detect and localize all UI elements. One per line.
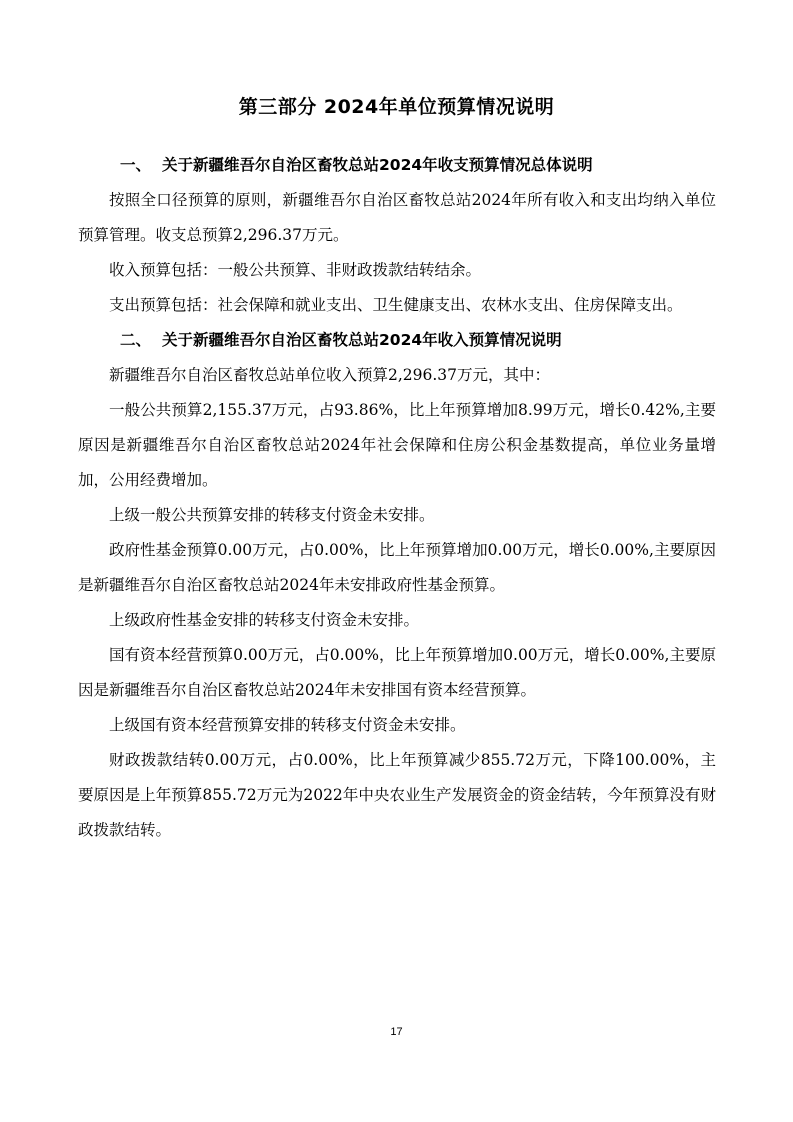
paragraph: 上级政府性基金安排的转移支付资金未安排。 <box>109 611 420 629</box>
section-heading-text: 关于新疆维吾尔自治区畜牧总站2024年收入预算情况说明 <box>162 331 562 349</box>
section-heading-2 <box>78 323 716 358</box>
paragraph: 财政拨款结转0.00万元，占0.00%，比上年预算减少855.72万元，下降100.00%，主要原因是上年预算855.72万元为2022年中央农业生产发展资金的资金结转，今年预算没有财政拨款结转。 <box>78 751 716 839</box>
section-heading-text: 关于新疆维吾尔自治区畜牧总站2024年收支预算情况总体说明 <box>162 156 593 174</box>
paragraph: 按照全口径预算的原则，新疆维吾尔自治区畜牧总站2024年所有收入和支出均纳入单位预算管理。收支总预算2,296.37万元。 <box>78 191 716 244</box>
section-heading-1 <box>78 148 716 183</box>
paragraph: 上级一般公共预算安排的转移支付资金未安排。 <box>109 506 435 524</box>
section-number: 二、 <box>120 331 152 349</box>
page-title: 第三部分 2024年单位预算情况说明 <box>238 96 555 118</box>
paragraph: 一般公共预算2,155.37万元，占93.86%，比上年预算增加8.99万元，增长0.42%,主要原因是新疆维吾尔自治区畜牧总站2024年社会保障和住房公积金基数提高，单位业务量增加，公用经费增加。 <box>78 401 716 489</box>
paragraph: 政府性基金预算0.00万元，占0.00%，比上年预算增加0.00万元，增长0.00%,主要原因是新疆维吾尔自治区畜牧总站2024年未安排政府性基金预算。 <box>78 541 716 594</box>
paragraph: 支出预算包括：社会保障和就业支出、卫生健康支出、农林水支出、住房保障支出。 <box>109 296 683 314</box>
paragraph: 上级国有资本经营预算安排的转移支付资金未安排。 <box>109 716 466 734</box>
section-number: 一、 <box>120 156 152 174</box>
document-body <box>78 148 716 848</box>
paragraph: 新疆维吾尔自治区畜牧总站单位收入预算2,296.37万元，其中： <box>109 366 551 384</box>
page-number: 17 <box>390 1026 403 1038</box>
paragraph: 国有资本经营预算0.00万元，占0.00%，比上年预算增加0.00万元，增长0.00%,主要原因是新疆维吾尔自治区畜牧总站2024年未安排国有资本经营预算。 <box>78 646 716 699</box>
paragraph: 收入预算包括：一般公共预算、非财政拨款结转结余。 <box>109 261 482 279</box>
